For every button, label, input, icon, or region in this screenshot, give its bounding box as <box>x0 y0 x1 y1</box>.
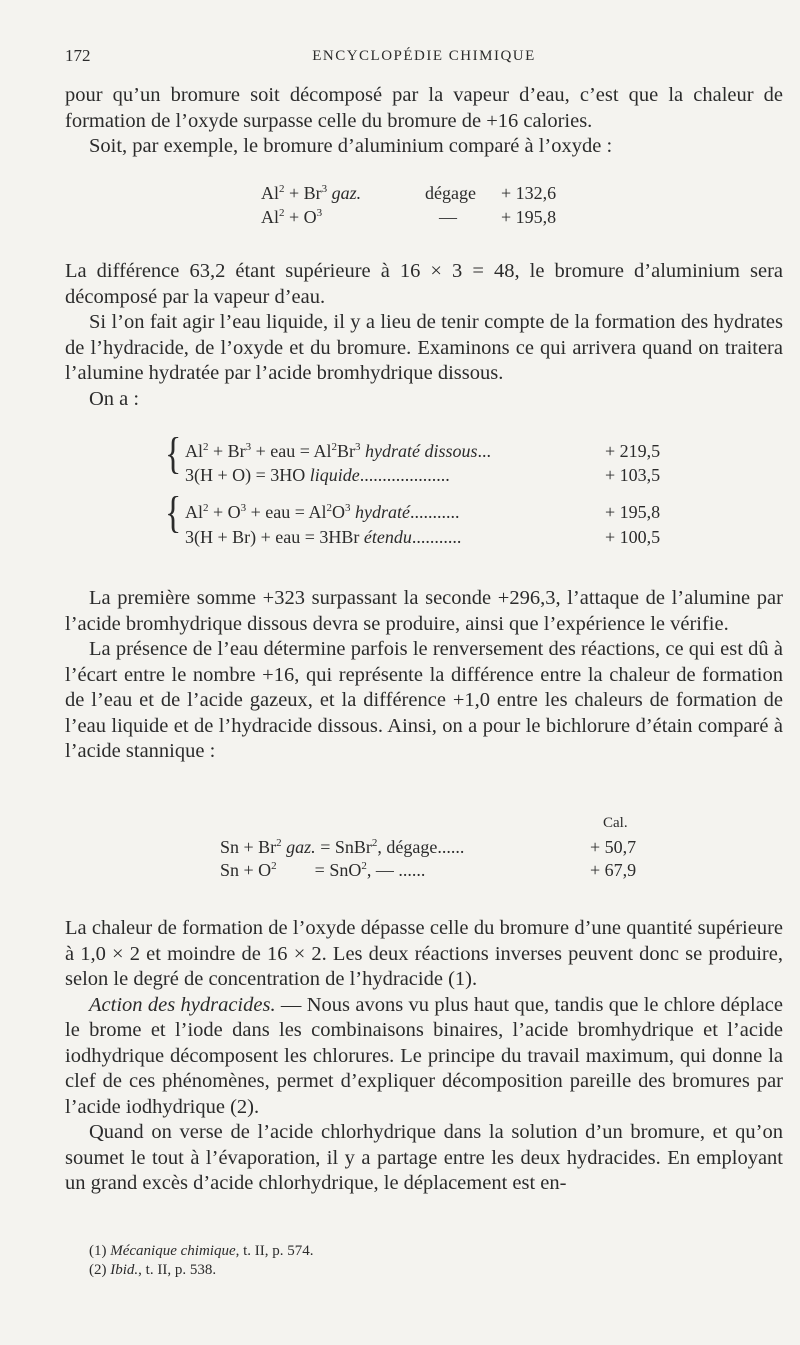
page-number: 172 <box>65 46 91 65</box>
section-title: Action des hydracides. <box>89 993 276 1016</box>
final-block <box>65 916 783 1197</box>
paragraph-2: Soit, par exemple, le bromure d’aluminium comparé à l’oxyde : <box>89 135 613 157</box>
paragraph-8: La chaleur de formation de l’oxyde dépasse celle du bromure d’une quantité supérieure à 1,0 × 2 et moindre de 16 × 2. Les deux réactions inverses peuvent donc se produire, selon le degré de concentration de l’hydracide (1). <box>65 917 783 990</box>
middle-block <box>65 259 783 412</box>
discussion-block <box>65 586 783 765</box>
paragraph-4: Si l’on fait agir l’eau liquide, il y a lieu de tenir compte de la formation des hydrates de l’hydracide, de l’oxyde et du bromure. Examinons ce qui arrivera quand on traitera l’alumine hydratée par l’acide bromhydrique dissous. <box>65 311 783 384</box>
equation-sn-br: $Sn + Br^2$ gaz. = SnBr$^2$, dégage...... + 50,7 <box>220 837 637 857</box>
paragraph-9: Action des hydracides. — Nous avons vu plus haut que, tandis que le chlore déplace le brome et l’iode dans les combinaisons binaires, l’acide bromhydrique et l’acide iodhydrique décomposent les chlorures. Le principe du travail maximum, qui donne la clef de ces phénomènes, permet d’expliquer décomposition pareille des bromures par l’acide iodhydrique (2). <box>65 993 783 1118</box>
paragraph-1: pour qu’un bromure soit décomposé par la vapeur d’eau, c’est que la chaleur de formation de l’oxyde surpasse celle du bromure de +16 calories. <box>65 84 783 132</box>
footnote-1: (1) Mécanique chimique, t. II, p. 574. <box>89 1243 314 1259</box>
paragraph-10: Quand on verse de l’acide chlorhydrique dans la solution d’un bromure, et qu’on soumet le tout à l’évaporation, il y a partage entre les deux hydracides. En employant un grand excès d’acide chlorhydrique, le déplacement est en- <box>65 1121 783 1194</box>
equation-al-o: $Al^2 + O^3$ — + 195,8 <box>261 207 557 227</box>
equation-al-br: $Al^2 + Br^3$ gaz. dégage + 132,6 <box>261 183 557 203</box>
equation-row-4: 3(H + Br) + eau = 3HBr étendu........... + 100,5 <box>185 527 661 547</box>
paragraph-3: La différence 63,2 étant supérieure à 16 × 3 = 48, le bromure d’aluminium sera décomposé par la vapeur d’eau. <box>65 260 783 308</box>
paragraph-5: On a : <box>89 387 140 410</box>
intro-block <box>65 83 783 160</box>
footnotes <box>89 1242 779 1280</box>
unit-label: Cal. <box>603 815 628 831</box>
equation-sn-o: $Sn + O^2 = SnO^2$, — ...... + 67,9 <box>220 860 637 880</box>
footnote-2: (2) Ibid., t. II, p. 538. <box>89 1262 217 1278</box>
equation-row-2: 3(H + O) = 3HO liquide.................... + 103,5 <box>185 465 661 485</box>
equation-row-1: $Al^2 + Br^3$ + eau = $Al^2Br^3$ hydraté dissous... + 219,5 <box>185 441 661 461</box>
brace-2: { <box>165 489 182 538</box>
running-header <box>65 46 783 70</box>
equation-row-3: $Al^2 + O^3$ + eau = $Al^2O^3$ hydraté........... + 195,8 <box>185 502 661 522</box>
running-title: ENCYCLOPÉDIE CHIMIQUE <box>312 48 536 64</box>
brace-1: { <box>165 430 182 479</box>
paragraph-7: La présence de l’eau détermine parfois le renversement des réactions, ce qui est dû à l’écart entre le nombre +16, qui représente la différence entre la chaleur de formation de l’eau et de l’acide gazeux, et la différence +1,0 entre les chaleurs de formation de l’eau liquide et de l’hydracide dissous. Ainsi, on a pour le bichlorure d’étain comparé à l’acide stannique : <box>65 638 783 762</box>
paragraph-6: La première somme +323 surpassant la seconde +296,3, l’attaque de l’alumine par l’acide bromhydrique dissous devra se produire, ainsi que l’expérience le vérifie. <box>65 587 783 635</box>
